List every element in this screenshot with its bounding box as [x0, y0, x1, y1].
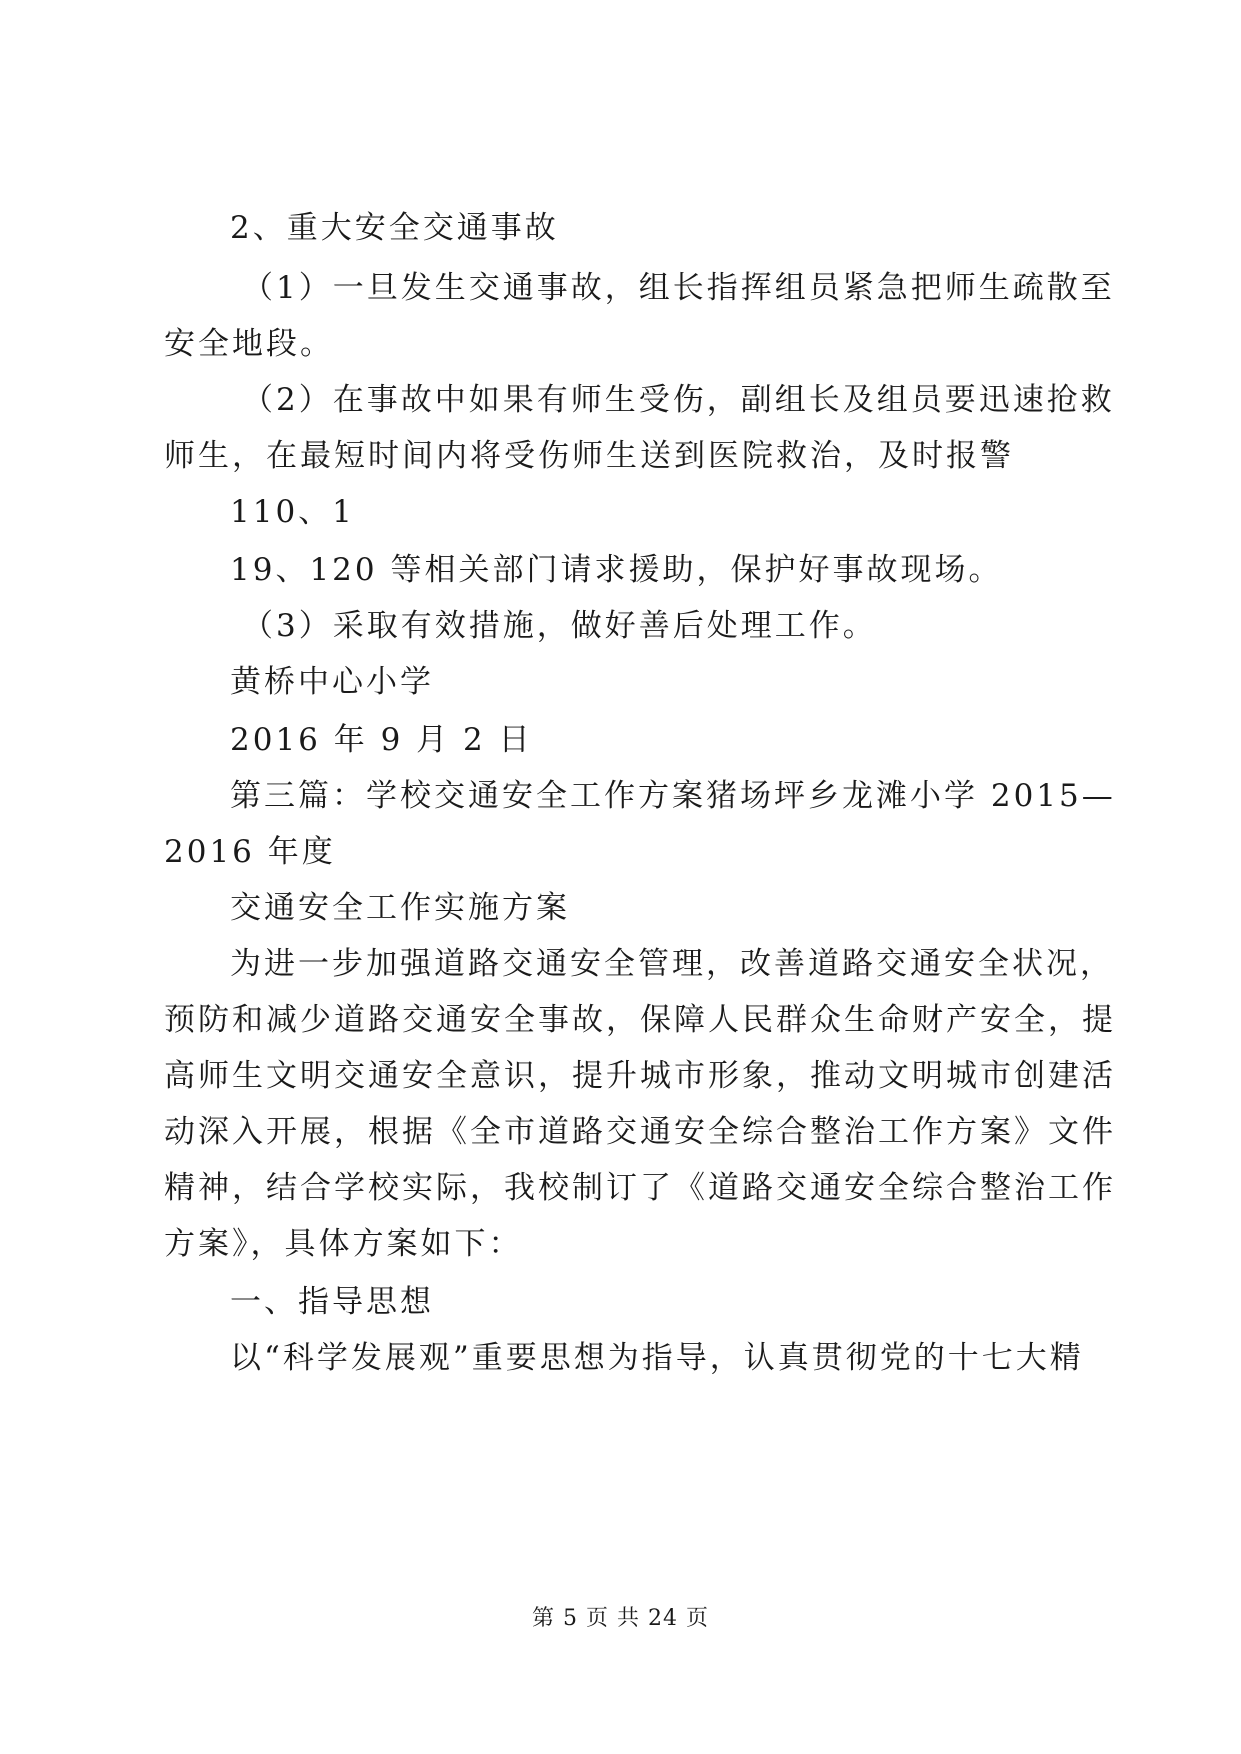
paragraph-line: （3）采取有效措施，做好善后处理工作。 [242, 608, 877, 644]
paragraph-line: 19、120 等相关部门请求援助，保护好事故现场。 [230, 552, 1003, 588]
paragraph-line: 师生，在最短时间内将受伤师生送到医院救治，及时报警 [164, 438, 1014, 474]
plan-title: 交通安全工作实施方案 [230, 890, 570, 926]
paragraph-line: （1）一旦发生交通事故，组长指挥组员紧急把师生疏散至 [242, 270, 1115, 306]
signature-date: 2016 年 9 月 2 日 [230, 722, 533, 758]
section-heading: 2、重大安全交通事故 [230, 210, 559, 246]
paragraph-line: 精神，结合学校实际，我校制订了《道路交通安全综合整治工作 [164, 1170, 1116, 1206]
page-number-footer: 第 5 页 共 24 页 [532, 1606, 709, 1631]
paragraph-line: 动深入开展，根据《全市道路交通安全综合整治工作方案》文件 [164, 1114, 1116, 1150]
paragraph-line: 预防和减少道路交通安全事故，保障人民群众生命财产安全，提 [164, 1002, 1116, 1038]
paragraph-line: 方案》，具体方案如下： [164, 1226, 523, 1262]
chapter-title-continued: 2016 年度 [164, 834, 336, 870]
paragraph-line: 高师生文明交通安全意识，提升城市形象，推动文明城市创建活 [164, 1058, 1116, 1094]
paragraph-line: 安全地段。 [164, 326, 334, 362]
paragraph-line: 为进一步加强道路交通安全管理，改善道路交通安全状况， [230, 946, 1114, 982]
paragraph-line: 110、1 [230, 494, 355, 530]
section-heading: 一、指导思想 [230, 1284, 434, 1320]
paragraph-line: 以“科学发展观”重要思想为指导，认真贯彻党的十七大精 [230, 1340, 1084, 1376]
paragraph-line: （2）在事故中如果有师生受伤，副组长及组员要迅速抢救 [242, 382, 1115, 418]
chapter-title: 第三篇：学校交通安全工作方案猪场坪乡龙滩小学 2015— [230, 778, 1116, 814]
signature-organization: 黄桥中心小学 [230, 664, 434, 700]
